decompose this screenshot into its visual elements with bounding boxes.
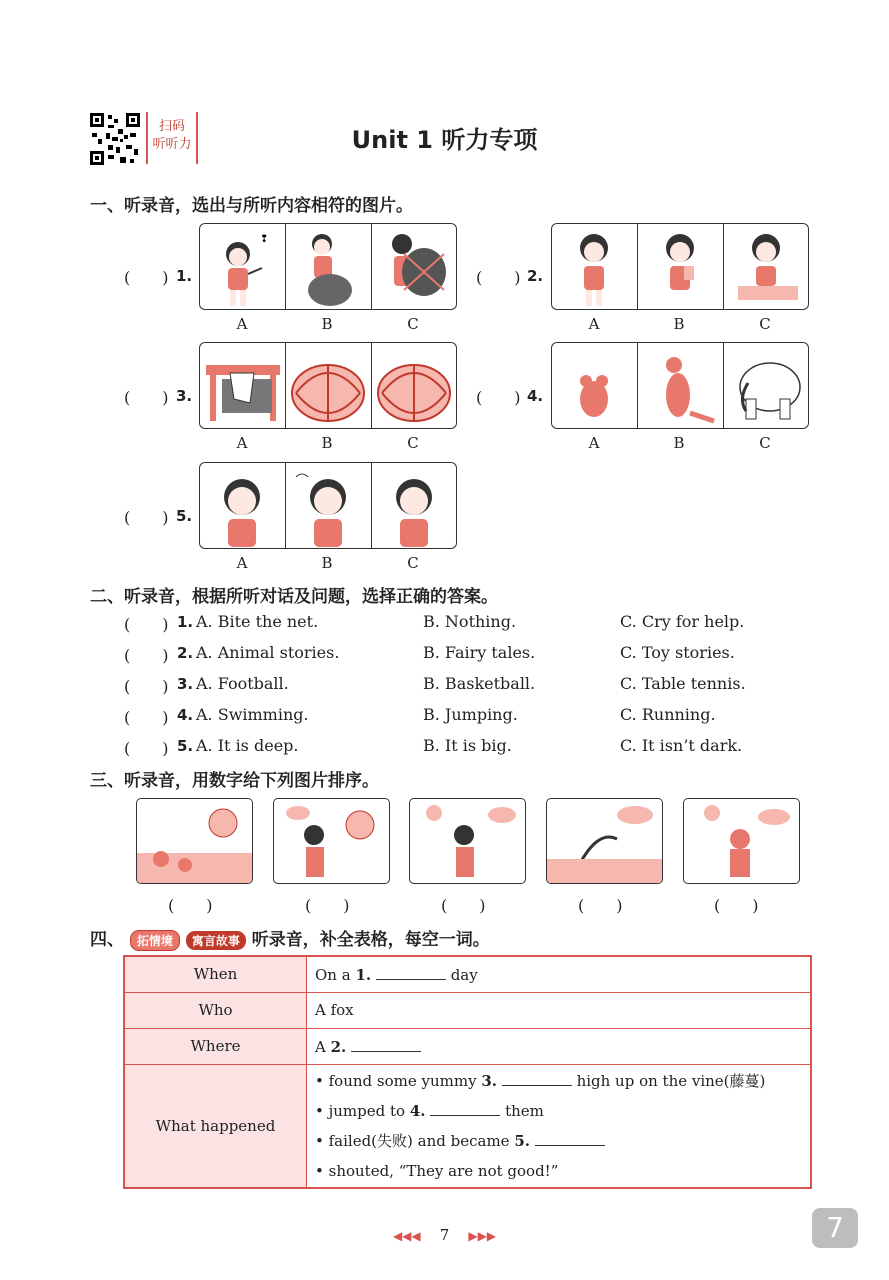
answer-blank[interactable]: ( ) bbox=[124, 388, 169, 407]
qr-label-line1: 扫码 bbox=[158, 119, 185, 134]
picture-option[interactable] bbox=[200, 463, 286, 548]
question-number: 3. bbox=[177, 675, 194, 693]
picture-option[interactable] bbox=[724, 224, 809, 309]
prev-arrows-icon: ◀◀◀ bbox=[392, 1229, 421, 1243]
picture-option[interactable] bbox=[286, 463, 372, 548]
where-value: A 2. bbox=[307, 1028, 812, 1064]
option-a[interactable]: A. Bite the net. bbox=[196, 612, 319, 631]
picture-option[interactable] bbox=[372, 463, 457, 548]
question-number: 3. bbox=[176, 387, 193, 405]
girl-eating-illustration bbox=[552, 224, 637, 309]
boy-in-sun-illustration bbox=[274, 799, 389, 883]
picture-option[interactable] bbox=[552, 224, 638, 309]
fable-badge: 寓言故事 bbox=[186, 931, 246, 950]
boy-angry-illustration bbox=[286, 463, 371, 548]
answer-blank[interactable]: ( ) bbox=[124, 739, 169, 758]
sequence-picture[interactable] bbox=[683, 798, 800, 884]
section4-heading: 听录音，补全表格，每空一词。 bbox=[251, 930, 490, 950]
cold-kid-illustration bbox=[684, 799, 799, 883]
table-with-cloth-illustration bbox=[200, 343, 285, 428]
what-happened-value: • found some yummy 3. high up on the vine(藤蔓) • jumped to 4. them • failed(失败) and became 5. • shouted, “They are not good!” bbox=[307, 1064, 812, 1188]
option-c[interactable]: C. It isn’t dark. bbox=[620, 736, 743, 755]
boy-in-wind-illustration bbox=[410, 799, 525, 883]
boy-with-bag-illustration bbox=[286, 224, 371, 309]
boy-scared-illustration bbox=[372, 463, 457, 548]
answer-blank[interactable]: ( ) bbox=[124, 615, 169, 634]
option-label: A bbox=[236, 315, 248, 333]
answer-blank-1[interactable] bbox=[376, 965, 446, 980]
option-label: C bbox=[407, 315, 419, 333]
section4-prefix: 四、 bbox=[90, 930, 124, 950]
sequence-picture[interactable] bbox=[136, 798, 253, 884]
order-blank[interactable]: ( ) bbox=[714, 896, 759, 915]
section4-heading-row bbox=[90, 925, 490, 951]
option-c[interactable]: C. Table tennis. bbox=[620, 674, 746, 693]
question-number: 2. bbox=[527, 267, 544, 285]
option-c[interactable]: C. Running. bbox=[620, 705, 716, 724]
option-a[interactable]: A. It is deep. bbox=[196, 736, 299, 755]
answer-blank[interactable]: ( ) bbox=[124, 708, 169, 727]
section3-heading: 三、听录音，用数字给下列图片排序。 bbox=[90, 771, 379, 791]
option-label: A bbox=[588, 434, 600, 452]
option-c[interactable]: C. Toy stories. bbox=[620, 643, 735, 662]
sunny-garden-illustration bbox=[137, 799, 252, 883]
svg-text:❢: ❢ bbox=[260, 234, 269, 245]
windy-tree-illustration bbox=[547, 799, 662, 883]
girl-drinking-illustration bbox=[638, 224, 723, 309]
option-label: C bbox=[759, 315, 771, 333]
who-label: Who bbox=[124, 992, 307, 1028]
option-label: B bbox=[673, 434, 685, 452]
what-happened-label: What happened bbox=[124, 1064, 307, 1188]
section1-heading: 一、听录音，选出与所听内容相符的图片。 bbox=[90, 196, 413, 216]
where-label: Where bbox=[124, 1028, 307, 1064]
picture-strip bbox=[551, 342, 809, 429]
order-blank[interactable]: ( ) bbox=[578, 896, 623, 915]
girl-cutting-illustration bbox=[724, 224, 809, 309]
option-label: A bbox=[236, 434, 248, 452]
section2-heading: 二、听录音，根据所听对话及问题，选择正确的答案。 bbox=[90, 587, 498, 607]
answer-blank[interactable]: ( ) bbox=[124, 677, 169, 696]
answer-blank[interactable]: ( ) bbox=[476, 388, 521, 407]
answer-blank-3[interactable] bbox=[502, 1071, 572, 1086]
answer-blank[interactable]: ( ) bbox=[476, 268, 521, 287]
order-blank[interactable]: ( ) bbox=[441, 896, 486, 915]
question-number: 2. bbox=[177, 644, 194, 662]
boy-shrug-illustration bbox=[200, 224, 285, 309]
sequence-picture[interactable] bbox=[273, 798, 390, 884]
page-number: 7 bbox=[439, 1226, 450, 1244]
option-label: B bbox=[321, 554, 333, 572]
option-label: C bbox=[407, 554, 419, 572]
option-label: A bbox=[588, 315, 600, 333]
option-label: A bbox=[236, 554, 248, 572]
option-b[interactable]: B. Jumping. bbox=[423, 705, 518, 724]
picture-strip bbox=[551, 223, 809, 310]
option-b[interactable]: B. Basketball. bbox=[423, 674, 536, 693]
next-arrows-icon: ▶▶▶ bbox=[468, 1229, 497, 1243]
question-number: 5. bbox=[176, 507, 193, 525]
mouse-illustration bbox=[552, 343, 637, 428]
question-number: 1. bbox=[177, 613, 194, 631]
answer-blank[interactable]: ( ) bbox=[124, 268, 169, 287]
boy-happy-illustration bbox=[200, 463, 285, 548]
answer-blank-5[interactable] bbox=[535, 1131, 605, 1146]
option-b[interactable]: B. Nothing. bbox=[423, 612, 517, 631]
option-label: C bbox=[759, 434, 771, 452]
who-value: A fox bbox=[307, 992, 812, 1028]
answer-blank-2[interactable] bbox=[351, 1037, 421, 1052]
net-bag-illustration bbox=[286, 343, 371, 428]
option-a[interactable]: A. Football. bbox=[196, 674, 289, 693]
question-number: 1. bbox=[176, 267, 193, 285]
story-table bbox=[123, 955, 812, 1189]
order-blank[interactable]: ( ) bbox=[168, 896, 213, 915]
option-label: B bbox=[321, 434, 333, 452]
page-title: Unit 1 听力专项 bbox=[351, 126, 538, 154]
picture-strip bbox=[199, 342, 457, 429]
page-footer bbox=[0, 1226, 889, 1244]
boy-carrying-net-bag-illustration bbox=[372, 224, 457, 309]
when-label: When bbox=[124, 956, 307, 992]
picture-option[interactable] bbox=[638, 343, 724, 428]
answer-blank-4[interactable] bbox=[430, 1101, 500, 1116]
picture-option[interactable] bbox=[286, 224, 372, 309]
net-bag-illustration bbox=[372, 343, 457, 428]
elephant-illustration bbox=[724, 343, 809, 428]
picture-option[interactable] bbox=[200, 224, 286, 309]
option-a[interactable]: A. Animal stories. bbox=[196, 643, 340, 662]
picture-option[interactable] bbox=[286, 343, 372, 428]
picture-option[interactable] bbox=[638, 224, 724, 309]
option-b[interactable]: B. Fairy tales. bbox=[423, 643, 536, 662]
when-value: On a 1. day bbox=[307, 956, 812, 992]
answer-blank[interactable]: ( ) bbox=[124, 508, 169, 527]
option-label: B bbox=[673, 315, 685, 333]
sequence-picture[interactable] bbox=[546, 798, 663, 884]
order-blank[interactable]: ( ) bbox=[305, 896, 350, 915]
option-c[interactable]: C. Cry for help. bbox=[620, 612, 745, 631]
kangaroo-illustration bbox=[638, 343, 723, 428]
question-number: 4. bbox=[177, 706, 194, 724]
option-label: B bbox=[321, 315, 333, 333]
corner-page-badge: 7 bbox=[812, 1208, 858, 1248]
sequence-picture[interactable] bbox=[409, 798, 526, 884]
picture-option[interactable] bbox=[552, 343, 638, 428]
picture-option[interactable] bbox=[200, 343, 286, 428]
option-b[interactable]: B. It is big. bbox=[423, 736, 512, 755]
qr-label-line2: 听听力 bbox=[152, 137, 192, 152]
picture-option[interactable] bbox=[372, 343, 457, 428]
question-number: 5. bbox=[177, 737, 194, 755]
picture-strip bbox=[199, 462, 457, 549]
picture-option[interactable] bbox=[724, 343, 809, 428]
context-badge: 拓情境 bbox=[130, 930, 180, 951]
question-number: 4. bbox=[527, 387, 544, 405]
picture-strip bbox=[199, 223, 457, 310]
picture-option[interactable] bbox=[372, 224, 457, 309]
answer-blank[interactable]: ( ) bbox=[124, 646, 169, 665]
option-a[interactable]: A. Swimming. bbox=[196, 705, 309, 724]
option-label: C bbox=[407, 434, 419, 452]
